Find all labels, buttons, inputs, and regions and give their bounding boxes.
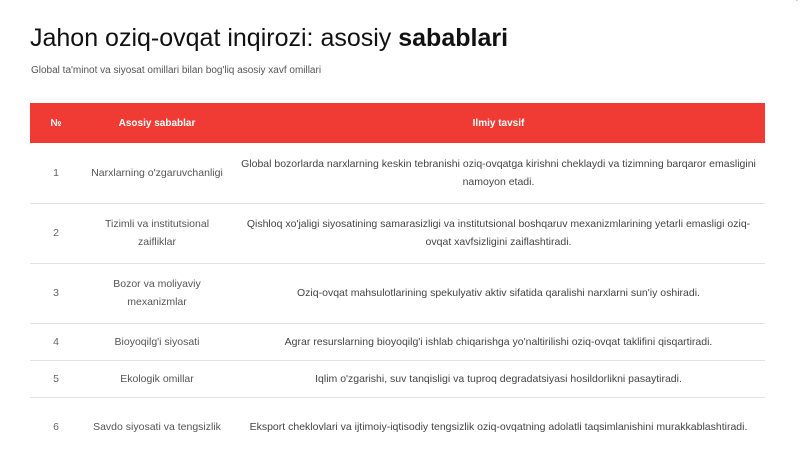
table-row [30,143,765,203]
row-description: Global bozorlarda narxlarning keskin tebranishi oziq-ovqatga kirishni cheklaydi va tizimning barqaror emasligini namoyon etadi. [232,143,765,203]
row-cause: Bozor va moliyaviy mexanizmlar [82,263,232,323]
row-description: Iqlim o'zgarishi, suv tanqisligi va tuproq degradatsiyasi hosildorlikni pasaytiradi. [232,360,765,397]
page-subtitle: Global ta'minot va siyosat omillari bilan bog'liq asosiy xavf omillari [31,65,322,76]
row-number: 6 [53,421,59,434]
row-cause: Bioyoqilg'i siyosati [82,323,232,360]
title-bold: sabablari [398,24,509,52]
row-number: 3 [30,263,82,323]
corner-decoration [740,0,800,40]
page-title [30,24,508,53]
row-description: Agrar resurslarning bioyoqilg'i ishlab chiqarishga yo'naltirilishi oziq-ovqat taklifini qisqartiradi. [232,323,765,360]
row-cause: Ekologik omillar [82,360,232,397]
row-cause: Savdo siyosati va tengsizlik [93,421,221,434]
row-cause: Narxlarning o'zgaruvchanligi [82,143,232,203]
table-row [30,263,765,323]
row-number: 4 [30,323,82,360]
row-description: Qishloq xo'jaligi siyosatining samarasizligi va institutsional boshqaruv mexanizmlarining yetarli emasligi oziq-ovqat xavfsizligini zaiflashtiradi. [232,203,765,263]
row-number: 5 [30,360,82,397]
table-row [30,323,765,360]
row-description: Oziq-ovqat mahsulotlarining spekulyativ aktiv sifatida qaralishi narxlarni sun'iy oshiradi. [232,263,765,323]
row-number: 1 [30,143,82,203]
row-description: Eksport cheklovlari va ijtimoiy-iqtisodiy tengsizlik oziq-ovqatning adolatli taqsimlanishini murakkablashtiradi. [249,421,748,434]
table-header-row [30,103,765,143]
row-cause: Tizimli va institutsional zaifliklar [82,203,232,263]
column-header-description: Ilmiy tavsif [232,103,765,143]
table-row [30,203,765,263]
row-number: 2 [30,203,82,263]
table-row [30,360,765,397]
column-header-cause: Asosiy sabablar [82,103,232,143]
column-header-number: № [30,103,82,143]
table-row [30,397,765,449]
title-regular: Jahon oziq-ovqat inqirozi: asosiy [30,24,399,52]
causes-table [30,103,765,449]
